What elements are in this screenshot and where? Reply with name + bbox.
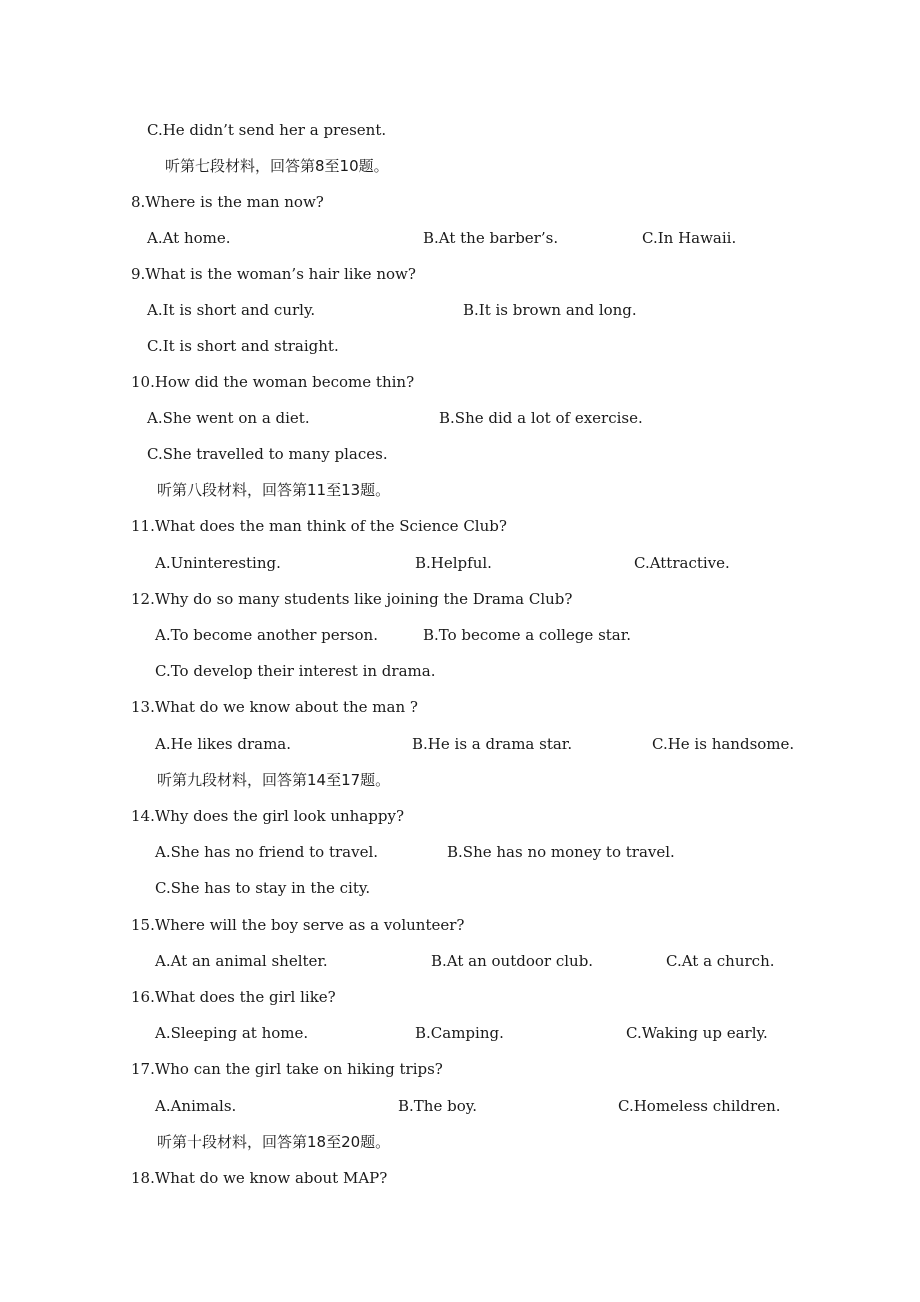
question-text: 10.How did the woman become thin? [131, 373, 415, 391]
option-text: C.In Hawaii. [642, 229, 737, 247]
option-text: B.At the barber’s. [423, 229, 559, 247]
option-text: C.Waking up early. [626, 1024, 768, 1042]
option-text: C.It is short and straight. [147, 337, 339, 355]
option-text: B.It is brown and long. [463, 301, 637, 319]
question-text: 16.What does the girl like? [131, 988, 336, 1006]
question-text: 12.Why do so many students like joining the Drama Club? [131, 590, 573, 608]
question-text: 15.Where will the boy serve as a volunteer? [131, 916, 465, 934]
option-text: A.He likes drama. [155, 735, 292, 753]
option-text: A.She has no friend to travel. [155, 843, 379, 861]
option-text: C.At a church. [666, 952, 775, 970]
section-heading: 听第八段材料，回答第11至13题。 [157, 481, 391, 499]
question-text: 11.What does the man think of the Science Club? [131, 517, 507, 535]
option-text: B.To become a college star. [423, 626, 632, 644]
question-text: 17.Who can the girl take on hiking trips? [131, 1060, 443, 1078]
question-text: 9.What is the woman’s hair like now? [131, 265, 416, 283]
option-text: C.To develop their interest in drama. [155, 662, 436, 680]
question-text: 14.Why does the girl look unhappy? [131, 807, 404, 825]
option-text: A.It is short and curly. [147, 301, 316, 319]
option-text: A.At an animal shelter. [155, 952, 328, 970]
option-text: C.Attractive. [634, 554, 730, 572]
option-text: A.At home. [147, 229, 231, 247]
question-text: 13.What do we know about the man ? [131, 698, 418, 716]
option-text: C.She has to stay in the city. [155, 879, 371, 897]
section-heading: 听第九段材料，回答第14至17题。 [157, 771, 391, 789]
option-text: C.She travelled to many places. [147, 445, 388, 463]
option-text: C.He is handsome. [652, 735, 795, 753]
option-text: A.Sleeping at home. [155, 1024, 309, 1042]
option-text: B.He is a drama star. [412, 735, 573, 753]
option-text: B.The boy. [398, 1097, 477, 1115]
option-text: A.Uninteresting. [155, 554, 281, 572]
question-text: 8.Where is the man now? [131, 193, 324, 211]
section-heading: 听第七段材料，回答第8至10题。 [165, 157, 389, 175]
option-text: A.Animals. [155, 1097, 237, 1115]
option-text: B.At an outdoor club. [431, 952, 594, 970]
option-text: B.She has no money to travel. [447, 843, 675, 861]
option-text: C.He didn’t send her a present. [147, 121, 387, 139]
section-heading: 听第十段材料，回答第18至20题。 [157, 1133, 391, 1151]
option-text: B.Helpful. [415, 554, 492, 572]
option-text: A.She went on a diet. [147, 409, 310, 427]
question-text: 18.What do we know about MAP? [131, 1169, 388, 1187]
option-text: B.She did a lot of exercise. [439, 409, 643, 427]
option-text: A.To become another person. [155, 626, 378, 644]
option-text: B.Camping. [415, 1024, 504, 1042]
option-text: C.Homeless children. [618, 1097, 781, 1115]
